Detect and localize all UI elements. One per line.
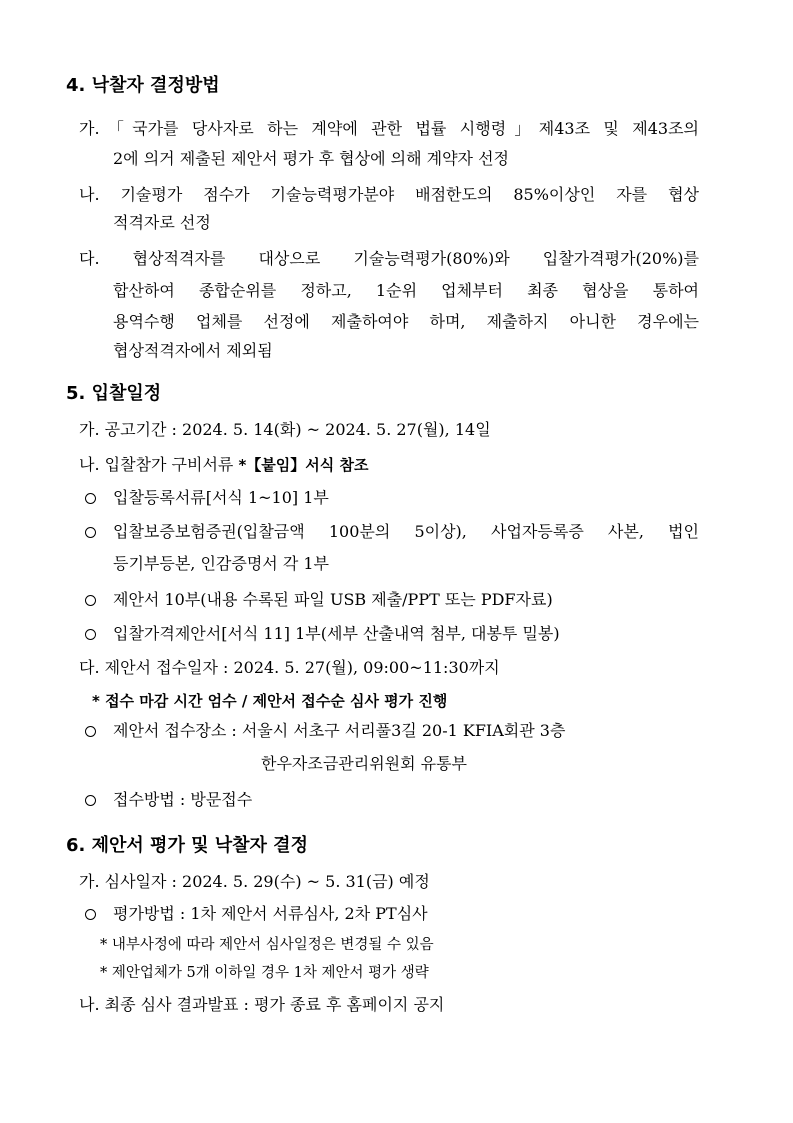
section-5-bullet-submission-place-line-2: 한우자조금관리위원회 유통부	[261, 754, 468, 773]
section-4-heading: 4. 낙찰자 결정방법	[66, 75, 220, 96]
circle-bullet-icon	[85, 493, 96, 504]
section-5-bullet-proposal-copies: 제안서 10부(내용 수록된 파일 USB 제출/PPT 또는 PDF자료)	[113, 590, 553, 609]
circle-bullet-icon	[85, 795, 96, 806]
section-5-bullet-submission-method: 접수방법 : 방문접수	[113, 790, 253, 809]
section-6-heading: 6. 제안서 평가 및 낙찰자 결정	[66, 835, 308, 856]
section-4-item-na-line-2: 적격자로 선정	[113, 213, 211, 232]
section-5-item-da: 다. 제안서 접수일자 : 2024. 5. 27(월), 09:00~11:30까지	[79, 658, 500, 677]
section-4-item-da-line-3: 용역수행 업체를 선정에 제출하여야 하며, 제출하지 아니한 경우에는	[113, 312, 699, 331]
section-5-bullet-submission-place-line-1: 제안서 접수장소 : 서울시 서초구 서리풀3길 20-1 KFIA회관 3층	[113, 721, 566, 740]
circle-bullet-icon	[85, 629, 96, 640]
section-5-bullet-registration-docs: 입찰등록서류[서식 1~10] 1부	[113, 488, 329, 507]
section-5-item-ga: 가. 공고기간 : 2024. 5. 14(화) ~ 2024. 5. 27(월), 14일	[79, 420, 491, 439]
section-4-item-da-line-4: 협상적격자에서 제외됨	[113, 341, 273, 360]
section-5-bullet-price-proposal: 입찰가격제안서[서식 11] 1부(세부 산출내역 첨부, 대봉투 밀봉)	[113, 624, 560, 643]
section-5-heading: 5. 입찰일정	[66, 383, 162, 404]
section-4-item-da-line-1: 다. 협상적격자를 대상으로 기술능력평가(80%)와 입찰가격평가(20%)를	[79, 249, 699, 268]
circle-bullet-icon	[85, 909, 96, 920]
section-5-item-na	[79, 454, 368, 476]
circle-bullet-icon	[85, 595, 96, 606]
deadline-notice: * 접수 마감 시간 엄수 / 제안서 접수순 심사 평가 진행	[92, 692, 448, 710]
section-5-item-na-label: 나. 입찰참가 구비서류	[79, 455, 239, 474]
section-4-item-ga-line-2: 2에 의거 제출된 제안서 평가 후 협상에 의해 계약자 선정	[113, 149, 509, 168]
circle-bullet-icon	[85, 726, 96, 737]
section-6-item-na: 나. 최종 심사 결과발표 : 평가 종료 후 홈페이지 공지	[79, 995, 445, 1014]
section-5-bullet-guarantee-line-1: 입찰보증보험증권(입찰금액 100분의 5이상), 사업자등록증 사본, 법인	[113, 522, 699, 541]
section-4-item-na-line-1: 나. 기술평가 점수가 기술능력평가분야 배점한도의 85%이상인 자를 협상	[79, 185, 699, 204]
section-4-item-da-line-2: 합산하여 종합순위를 정하고, 1순위 업체부터 최종 협상을 통하여	[113, 281, 699, 300]
section-6-item-ga: 가. 심사일자 : 2024. 5. 29(수) ~ 5. 31(금) 예정	[79, 872, 430, 891]
attachment-form-reference: *【붙임】서식 참조	[238, 456, 369, 474]
section-6-note-schedule-change: * 내부사정에 따라 제안서 심사일정은 변경될 수 있음	[100, 937, 434, 953]
section-4-item-ga-line-1: 가.「국가를 당사자로 하는 계약에 관한 법률 시행령」제43조 및 제43조의	[79, 119, 699, 138]
section-6-note-skip-evaluation: * 제안업체가 5개 이하일 경우 1차 제안서 평가 생략	[100, 965, 429, 981]
section-5-bullet-guarantee-line-2: 등기부등본, 인감증명서 각 1부	[113, 554, 329, 573]
section-6-bullet-evaluation-method: 평가방법 : 1차 제안서 서류심사, 2차 PT심사	[113, 904, 428, 923]
circle-bullet-icon	[85, 527, 96, 538]
